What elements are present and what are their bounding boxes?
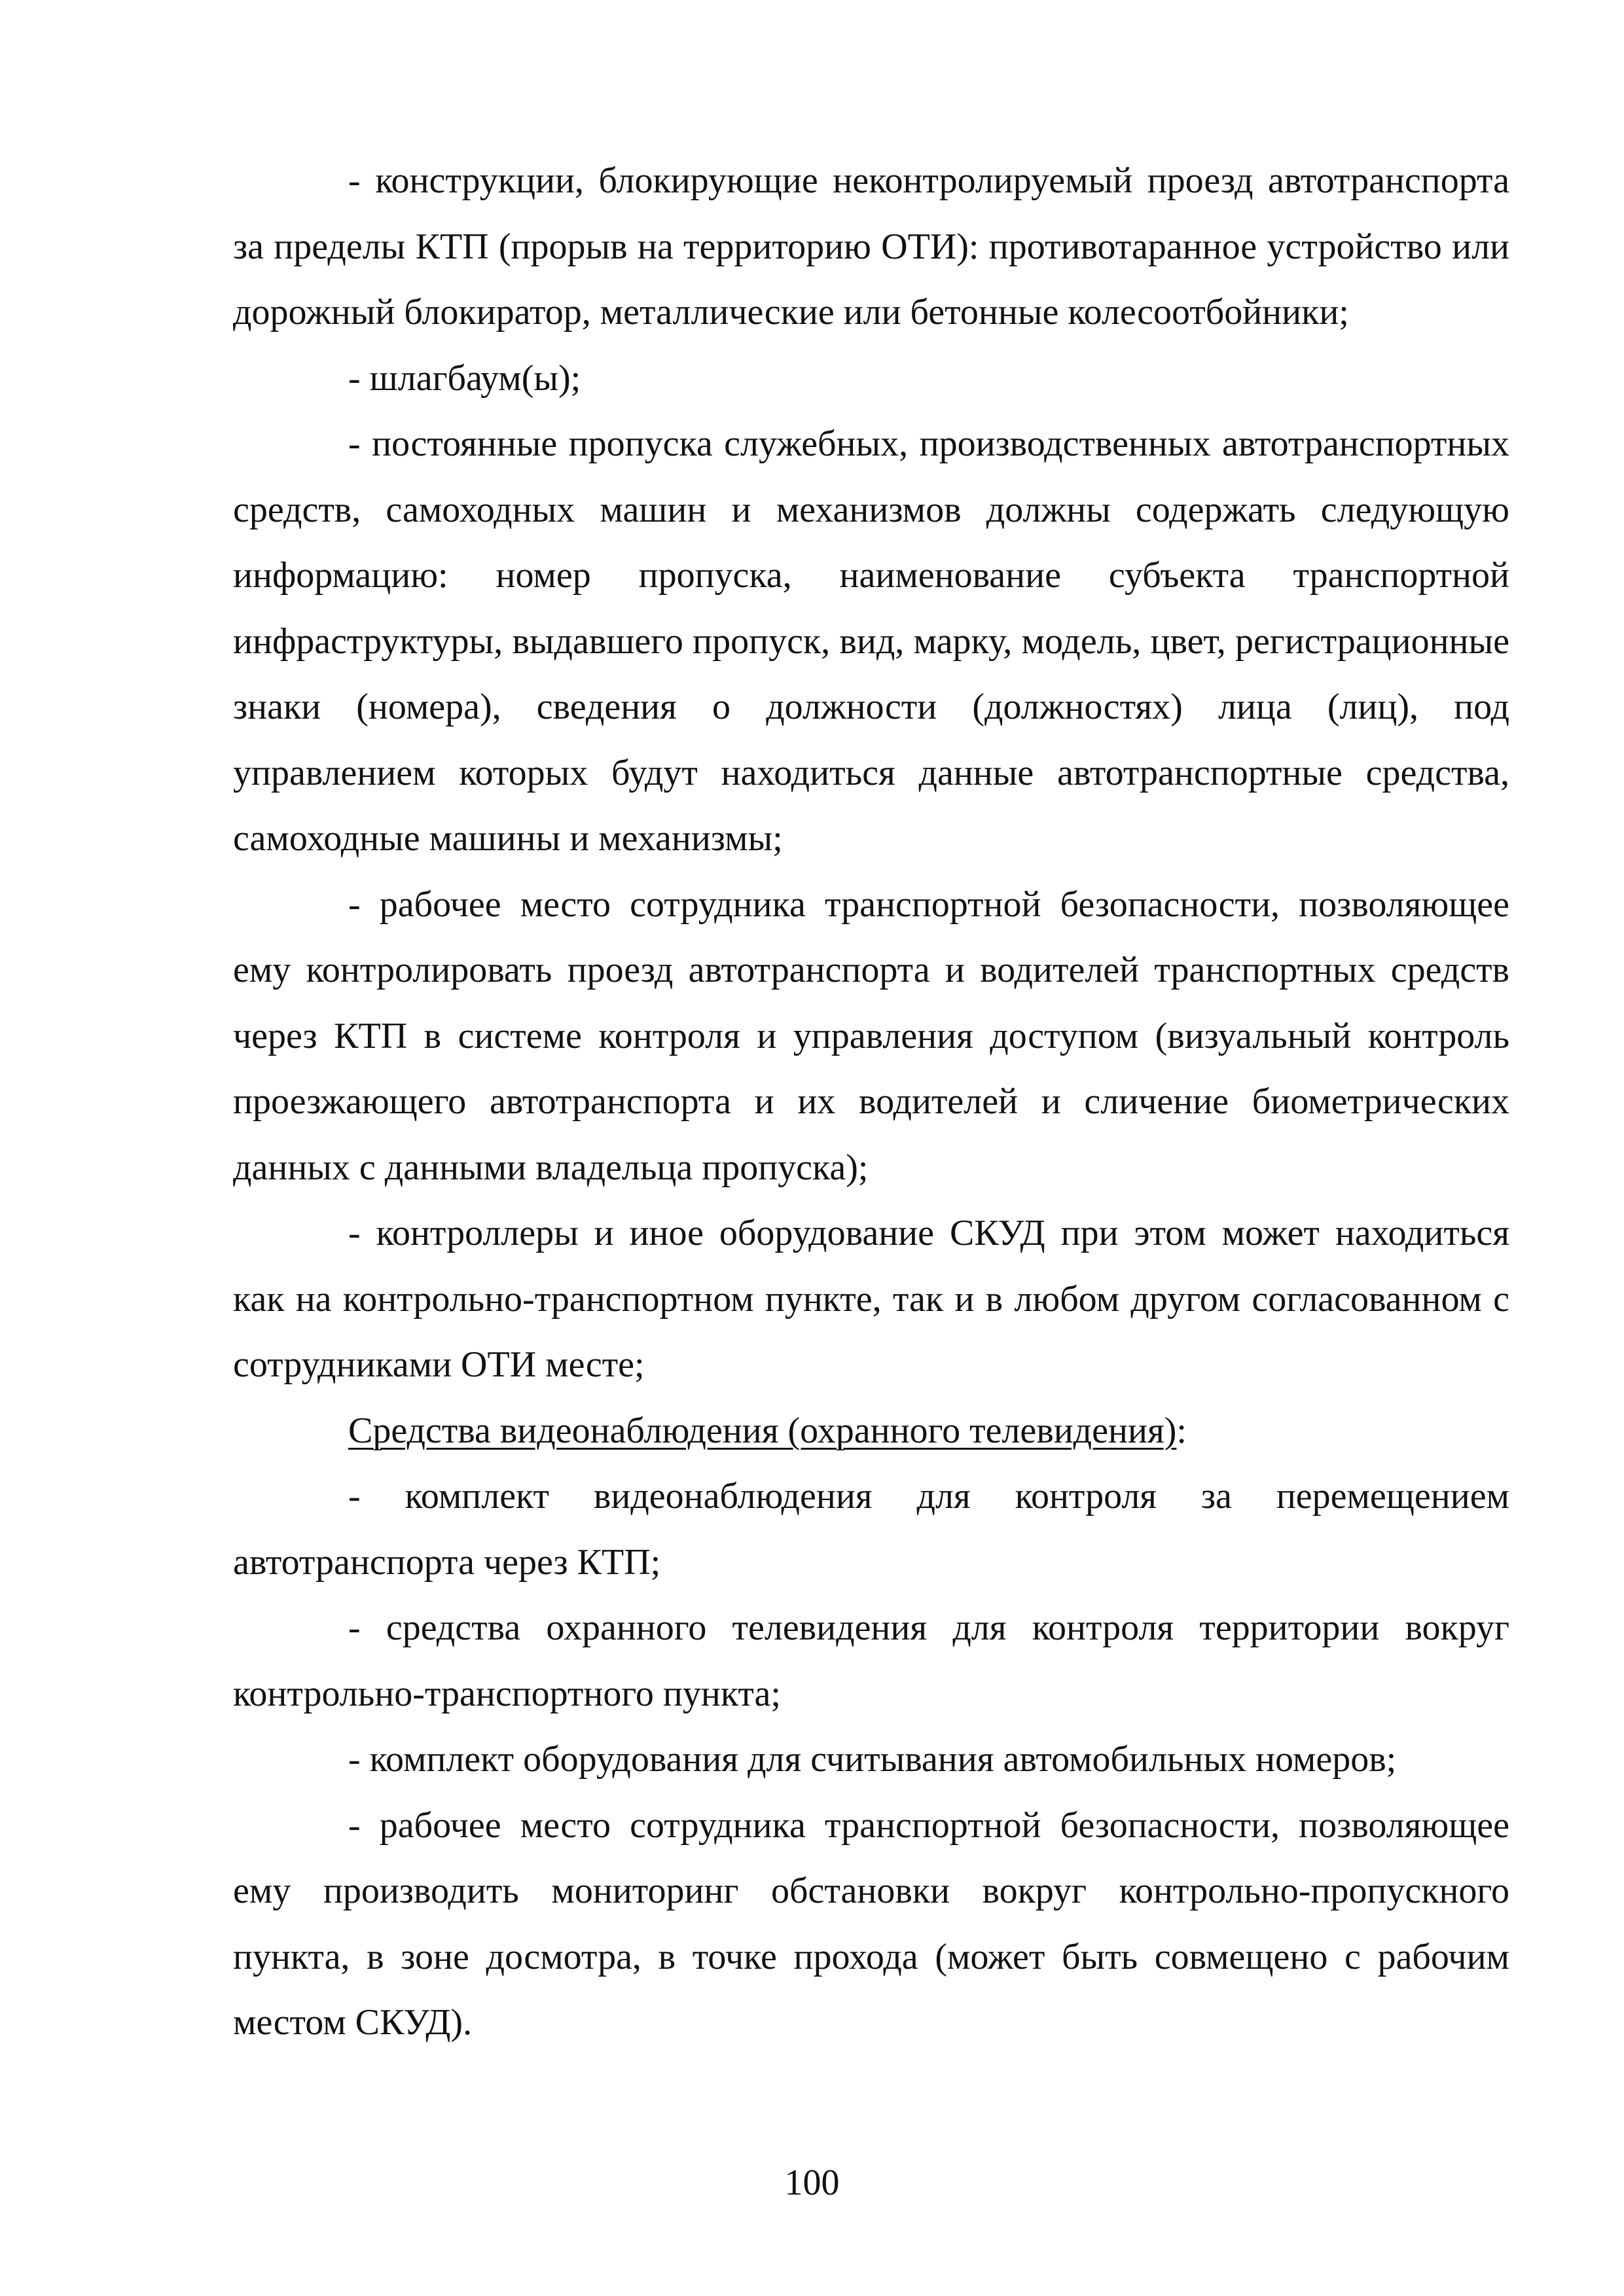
- paragraph-video-kit: - комплект видеонаблюдения для контроля за перемещением автотранспорта через КТП;: [233, 1476, 1509, 1583]
- paragraph-cctv-perimeter: - средства охранного телевидения для контроля территории вокруг контрольно-транспортного пункта;: [233, 1607, 1509, 1714]
- paragraph-vehicle-passes: - постоянные пропуска служебных, производственных автотранспортных средств, самоходных машин и механизмов должны содержать следующую информацию: номер пропуска, наименование субъекта транспортной инфраструктуры, выдавшего пропуск, вид, марку, модель, цвет, регистрационные знаки (номера), сведения о должности (должностях) лица (лиц), под управлением которых будут находиться данные автотранспортные средства, самоходные машины и механизмы;: [233, 423, 1509, 859]
- paragraph-monitoring-workstation: - рабочее место сотрудника транспортной безопасности, позволяющее ему производить мониторинг обстановки вокруг контрольно-пропускного пункта, в зоне досмотра, в точке прохода (может быть совмещено с рабочим местом СКУД).: [233, 1804, 1509, 2043]
- document-body: [233, 148, 1509, 2056]
- paragraph-plate-recognition: - комплект оборудования для считывания автомобильных номеров;: [348, 1739, 1397, 1780]
- section-heading-colon: :: [1176, 1410, 1187, 1451]
- section-heading-text: Средства видеонаблюдения (охранного телевидения): [348, 1410, 1177, 1451]
- paragraph-access-controllers: - контроллеры и иное оборудование СКУД при этом может находиться как на контрольно-транспортном пункте, так и в любом другом согласованном с сотрудниками ОТИ месте;: [233, 1213, 1509, 1385]
- section-heading: [233, 1398, 1509, 1464]
- paragraph-barrier-gates: - шлагбаум(ы);: [348, 357, 581, 399]
- paragraph-security-workstation: - рабочее место сотрудника транспортной безопасности, позволяющее ему контролировать проезд автотранспорта и водителей транспортных средств через КТП в системе контроля и управления доступом (визуальный контроль проезжающего автотранспорта и их водителей и сличение биометрических данных с данными владельца пропуска);: [233, 884, 1509, 1188]
- paragraph-barrier-structures: - конструкции, блокирующие неконтролируемый проезд автотранспорта за пределы КТП (прорыв на территорию ОТИ): противотаранное устройство или дорожный блокиратор, металлические или бетонные колесоотбойники;: [233, 160, 1509, 332]
- page-number: 100: [784, 2162, 840, 2203]
